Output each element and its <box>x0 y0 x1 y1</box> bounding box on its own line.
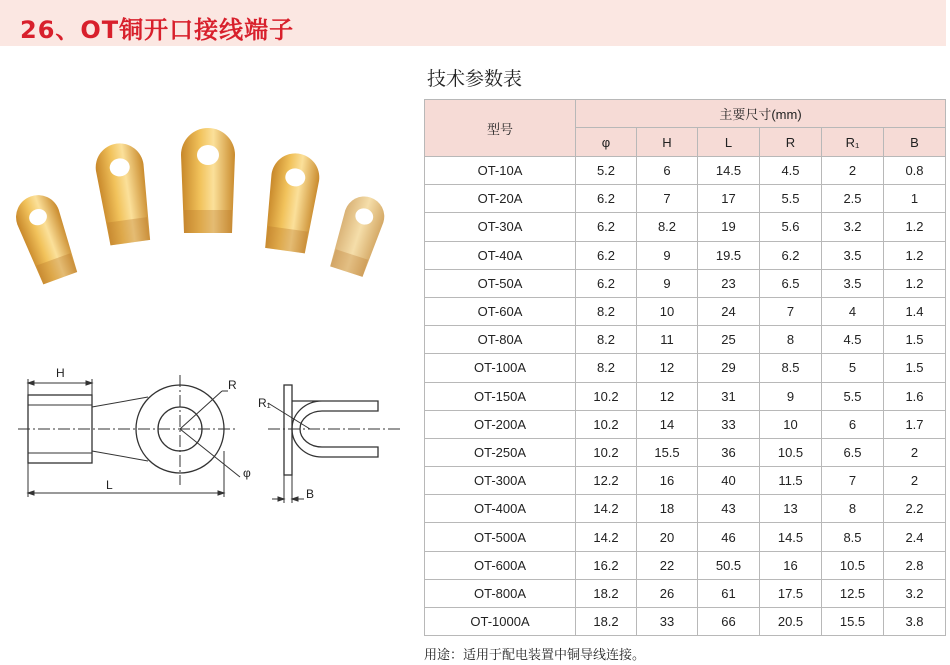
value-cell: 0.8 <box>884 157 946 185</box>
value-cell: 2.2 <box>884 495 946 523</box>
value-cell: 12 <box>637 382 698 410</box>
value-cell: 6.5 <box>760 269 822 297</box>
table-row <box>425 608 946 636</box>
side-view <box>268 385 402 503</box>
model-cell: OT-800A <box>425 579 576 607</box>
value-cell: 29 <box>698 354 760 382</box>
value-cell: 18.2 <box>576 608 637 636</box>
value-cell: 10.2 <box>576 410 637 438</box>
table-row <box>425 523 946 551</box>
terminal-photo-2 <box>93 140 154 246</box>
value-cell: 10.5 <box>822 551 884 579</box>
value-cell: 18 <box>637 495 698 523</box>
value-cell: 5.2 <box>576 157 637 185</box>
model-cell: OT-500A <box>425 523 576 551</box>
terminal-photo-3 <box>181 128 235 233</box>
value-cell: 3.2 <box>822 213 884 241</box>
model-cell: OT-200A <box>425 410 576 438</box>
value-cell: 16.2 <box>576 551 637 579</box>
page-title: 26、OT铜开口接线端子 <box>20 16 295 44</box>
terminal-photo-1 <box>10 189 81 286</box>
value-cell: 19.5 <box>698 241 760 269</box>
model-cell: OT-10A <box>425 157 576 185</box>
value-cell: 20.5 <box>760 608 822 636</box>
label-r1: R₁ <box>258 396 271 410</box>
value-cell: 14.2 <box>576 523 637 551</box>
terminal-photo-4 <box>261 150 322 254</box>
value-cell: 15.5 <box>822 608 884 636</box>
value-cell: 10 <box>637 297 698 325</box>
value-cell: 10.5 <box>760 438 822 466</box>
value-cell: 8.2 <box>576 297 637 325</box>
value-cell: 6.2 <box>576 269 637 297</box>
value-cell: 4.5 <box>822 326 884 354</box>
value-cell: 7 <box>760 297 822 325</box>
value-cell: 6.5 <box>822 438 884 466</box>
label-b: B <box>306 487 315 501</box>
value-cell: 16 <box>760 551 822 579</box>
value-cell: 13 <box>760 495 822 523</box>
value-cell: 5.5 <box>760 185 822 213</box>
table-row <box>425 297 946 325</box>
value-cell: 4 <box>822 297 884 325</box>
value-cell: 1.7 <box>884 410 946 438</box>
value-cell: 3.5 <box>822 241 884 269</box>
column-header: R₁ <box>822 128 884 157</box>
value-cell: 50.5 <box>698 551 760 579</box>
value-cell: 8.2 <box>576 354 637 382</box>
value-cell: 6 <box>822 410 884 438</box>
value-cell: 1 <box>884 185 946 213</box>
value-cell: 8.2 <box>637 213 698 241</box>
value-cell: 14.5 <box>698 157 760 185</box>
table-row <box>425 579 946 607</box>
value-cell: 22 <box>637 551 698 579</box>
value-cell: 8 <box>760 326 822 354</box>
value-cell: 9 <box>637 241 698 269</box>
value-cell: 12 <box>637 354 698 382</box>
label-h: H <box>56 366 65 380</box>
table-row <box>425 157 946 185</box>
table-title: 技术参数表 <box>427 68 523 90</box>
label-phi: φ <box>243 466 251 480</box>
table-row <box>425 185 946 213</box>
value-cell: 31 <box>698 382 760 410</box>
value-cell: 12.2 <box>576 467 637 495</box>
value-cell: 43 <box>698 495 760 523</box>
value-cell: 14.2 <box>576 495 637 523</box>
value-cell: 66 <box>698 608 760 636</box>
value-cell: 24 <box>698 297 760 325</box>
technical-drawing <box>10 355 410 520</box>
value-cell: 3.2 <box>884 579 946 607</box>
value-cell: 1.5 <box>884 326 946 354</box>
value-cell: 36 <box>698 438 760 466</box>
table-row <box>425 269 946 297</box>
model-cell: OT-60A <box>425 297 576 325</box>
value-cell: 8 <box>822 495 884 523</box>
table-row <box>425 326 946 354</box>
value-cell: 2.8 <box>884 551 946 579</box>
value-cell: 2 <box>822 157 884 185</box>
column-header: φ <box>576 128 637 157</box>
spec-table <box>424 99 946 636</box>
value-cell: 5 <box>822 354 884 382</box>
model-cell: OT-400A <box>425 495 576 523</box>
table-row <box>425 354 946 382</box>
value-cell: 10 <box>760 410 822 438</box>
terminal-photo-5 <box>327 191 389 278</box>
header-main-dimensions: 主要尺寸(mm) <box>576 100 946 128</box>
value-cell: 6.2 <box>576 213 637 241</box>
model-cell: OT-50A <box>425 269 576 297</box>
value-cell: 3.5 <box>822 269 884 297</box>
value-cell: 2.4 <box>884 523 946 551</box>
value-cell: 1.2 <box>884 213 946 241</box>
value-cell: 4.5 <box>760 157 822 185</box>
value-cell: 2 <box>884 438 946 466</box>
table-row <box>425 410 946 438</box>
value-cell: 14.5 <box>760 523 822 551</box>
value-cell: 25 <box>698 326 760 354</box>
value-cell: 1.2 <box>884 241 946 269</box>
table-row <box>425 495 946 523</box>
value-cell: 18.2 <box>576 579 637 607</box>
model-cell: OT-40A <box>425 241 576 269</box>
value-cell: 61 <box>698 579 760 607</box>
value-cell: 40 <box>698 467 760 495</box>
label-l: L <box>106 478 113 492</box>
value-cell: 11 <box>637 326 698 354</box>
value-cell: 11.5 <box>760 467 822 495</box>
label-r: R <box>228 378 237 392</box>
usage-note: 用途：适用于配电装置中铜导线连接。 <box>424 648 646 663</box>
table-row <box>425 551 946 579</box>
table-row <box>425 241 946 269</box>
model-cell: OT-20A <box>425 185 576 213</box>
value-cell: 1.6 <box>884 382 946 410</box>
model-cell: OT-150A <box>425 382 576 410</box>
table-row <box>425 213 946 241</box>
model-cell: OT-1000A <box>425 608 576 636</box>
model-cell: OT-600A <box>425 551 576 579</box>
front-view <box>18 375 240 497</box>
value-cell: 1.2 <box>884 269 946 297</box>
table-row <box>425 467 946 495</box>
value-cell: 33 <box>637 608 698 636</box>
value-cell: 6.2 <box>576 185 637 213</box>
value-cell: 1.5 <box>884 354 946 382</box>
value-cell: 7 <box>637 185 698 213</box>
value-cell: 33 <box>698 410 760 438</box>
value-cell: 46 <box>698 523 760 551</box>
value-cell: 15.5 <box>637 438 698 466</box>
column-header: H <box>637 128 698 157</box>
value-cell: 10.2 <box>576 382 637 410</box>
value-cell: 6.2 <box>576 241 637 269</box>
model-cell: OT-30A <box>425 213 576 241</box>
value-cell: 17 <box>698 185 760 213</box>
value-cell: 5.5 <box>822 382 884 410</box>
value-cell: 23 <box>698 269 760 297</box>
table-row <box>425 382 946 410</box>
value-cell: 20 <box>637 523 698 551</box>
model-cell: OT-300A <box>425 467 576 495</box>
model-cell: OT-80A <box>425 326 576 354</box>
value-cell: 8.2 <box>576 326 637 354</box>
column-header: R <box>760 128 822 157</box>
header-model: 型号 <box>425 100 576 157</box>
value-cell: 16 <box>637 467 698 495</box>
value-cell: 6 <box>637 157 698 185</box>
column-header: L <box>698 128 760 157</box>
value-cell: 12.5 <box>822 579 884 607</box>
value-cell: 1.4 <box>884 297 946 325</box>
value-cell: 2.5 <box>822 185 884 213</box>
value-cell: 8.5 <box>822 523 884 551</box>
value-cell: 5.6 <box>760 213 822 241</box>
value-cell: 19 <box>698 213 760 241</box>
value-cell: 9 <box>760 382 822 410</box>
spec-table-body <box>425 157 946 636</box>
value-cell: 9 <box>637 269 698 297</box>
column-header: B <box>884 128 946 157</box>
product-photo <box>10 120 410 310</box>
value-cell: 3.8 <box>884 608 946 636</box>
value-cell: 6.2 <box>760 241 822 269</box>
value-cell: 2 <box>884 467 946 495</box>
value-cell: 7 <box>822 467 884 495</box>
value-cell: 17.5 <box>760 579 822 607</box>
value-cell: 8.5 <box>760 354 822 382</box>
model-cell: OT-100A <box>425 354 576 382</box>
value-cell: 14 <box>637 410 698 438</box>
value-cell: 10.2 <box>576 438 637 466</box>
model-cell: OT-250A <box>425 438 576 466</box>
table-row <box>425 438 946 466</box>
value-cell: 26 <box>637 579 698 607</box>
